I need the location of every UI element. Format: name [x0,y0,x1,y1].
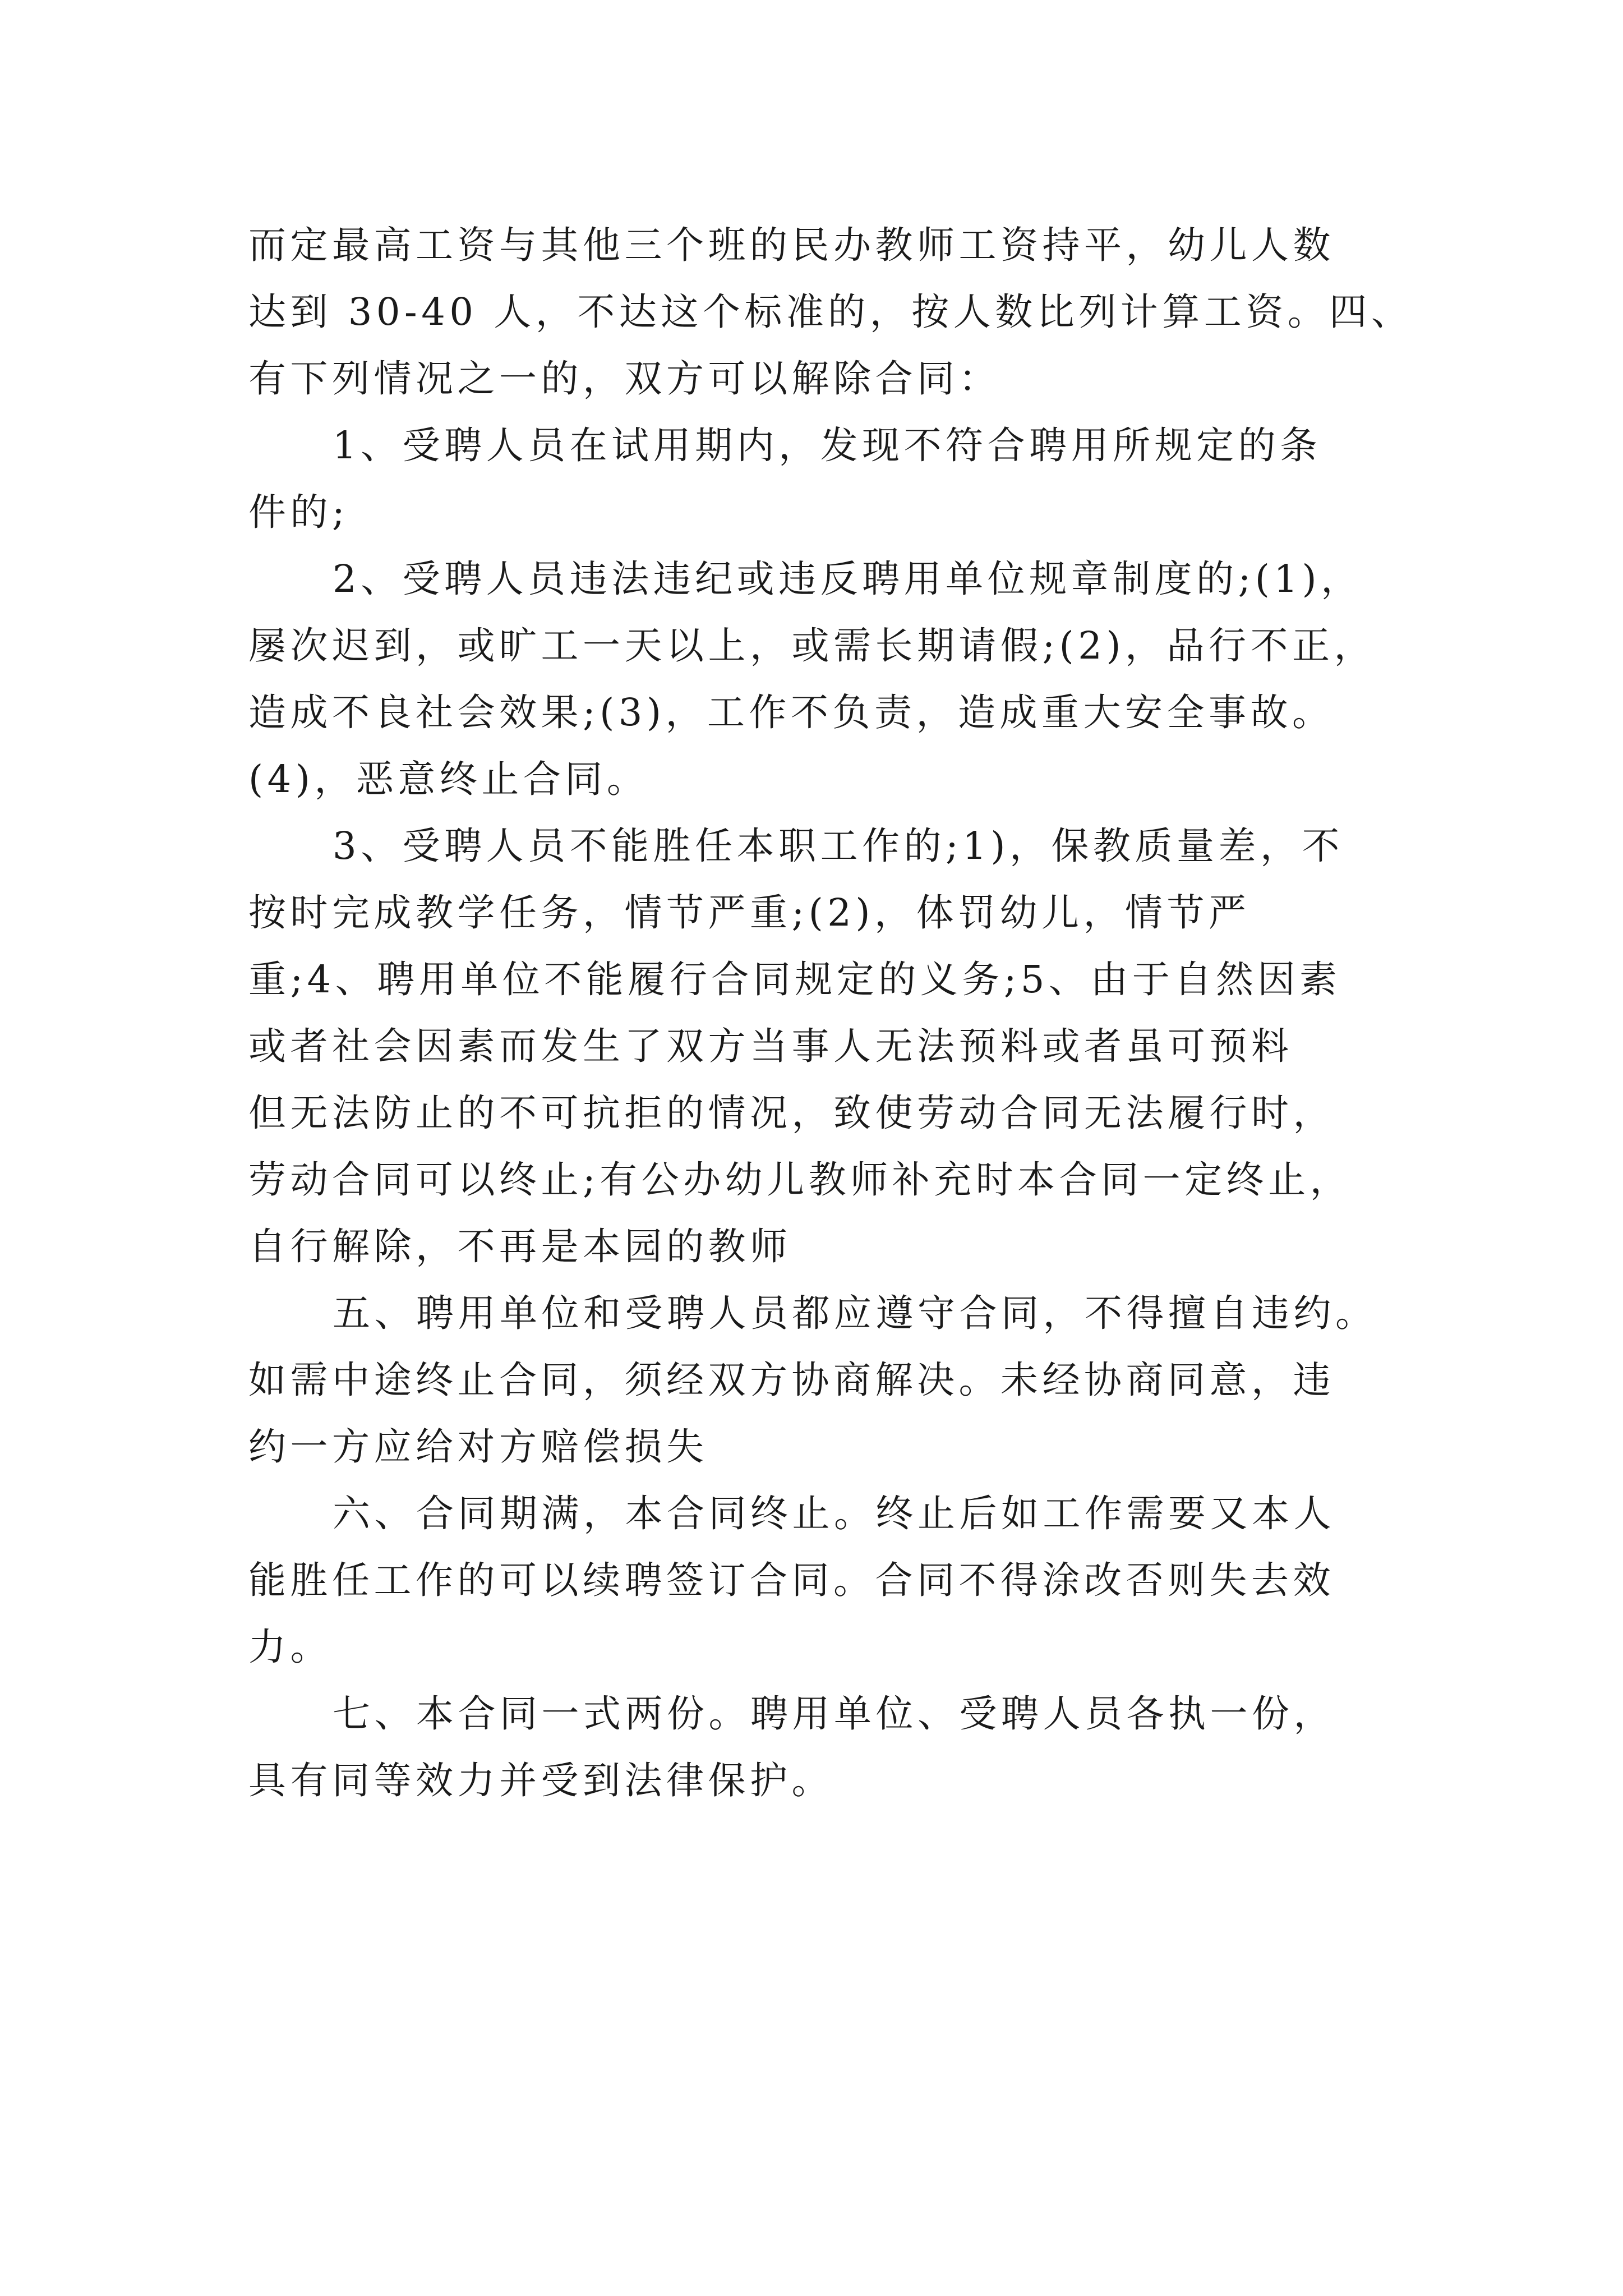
document-line: 造成不良社会效果;(3)，工作不负责，造成重大安全事故。 [248,691,1334,734]
document-line: 按时完成教学任务，情节严重;(2)，体罚幼儿，情节严 [248,891,1251,935]
document-body [248,212,1413,1814]
document-line: 六、合同期满，本合同终止。终止后如工作需要又本人 [333,1492,1335,1535]
document-line: 七、本合同一式两份。聘用单位、受聘人员各执一份， [333,1692,1335,1736]
document-line: 能胜任工作的可以续聘签订合同。合同不得涂改否则失去效 [248,1558,1335,1602]
document-line: 如需中途终止合同，须经双方协商解决。未经协商同意，违 [248,1358,1335,1402]
document-line: 3、受聘人员不能胜任本职工作的;1)，保教质量差，不 [333,824,1344,868]
document-line: 1、受聘人员在试用期内，发现不符合聘用所规定的条 [333,424,1322,467]
document-line: 约一方应给对方赔偿损失 [248,1425,708,1469]
document-line: 有下列情况之一的，双方可以解除合同： [248,357,1000,401]
document-line: 而定最高工资与其他三个班的民办教师工资持平，幼儿人数 [248,223,1335,267]
document-line: 力。 [248,1625,332,1669]
document-line: 达到 30-40 人，不达这个标准的，按人数比列计算工资。四、 [248,290,1413,334]
document-line: 自行解除，不再是本园的教师 [248,1225,792,1268]
document-line: 具有同等效力并受到法律保护。 [248,1759,833,1802]
document-line: (4)，恶意终止合同。 [248,757,649,801]
document-line: 2、受聘人员违法违纪或违反聘用单位规章制度的;(1)， [333,557,1363,601]
document-line: 劳动合同可以终止;有公办幼儿教师补充时本合同一定终止， [248,1158,1352,1202]
document-line: 件的; [248,490,349,534]
document-line: 屡次迟到，或旷工一天以上，或需长期请假;(2)，品行不正， [248,624,1376,668]
document-line: 但无法防止的不可抗拒的情况，致使劳动合同无法履行时， [248,1091,1335,1135]
document-line: 重;4、聘用单位不能履行合同规定的义务;5、由于自然因素 [248,958,1341,1001]
document-line: 或者社会因素而发生了双方当事人无法预料或者虽可预料 [248,1024,1293,1068]
document-line: 五、聘用单位和受聘人员都应遵守合同，不得擅自违约。 [333,1291,1377,1335]
